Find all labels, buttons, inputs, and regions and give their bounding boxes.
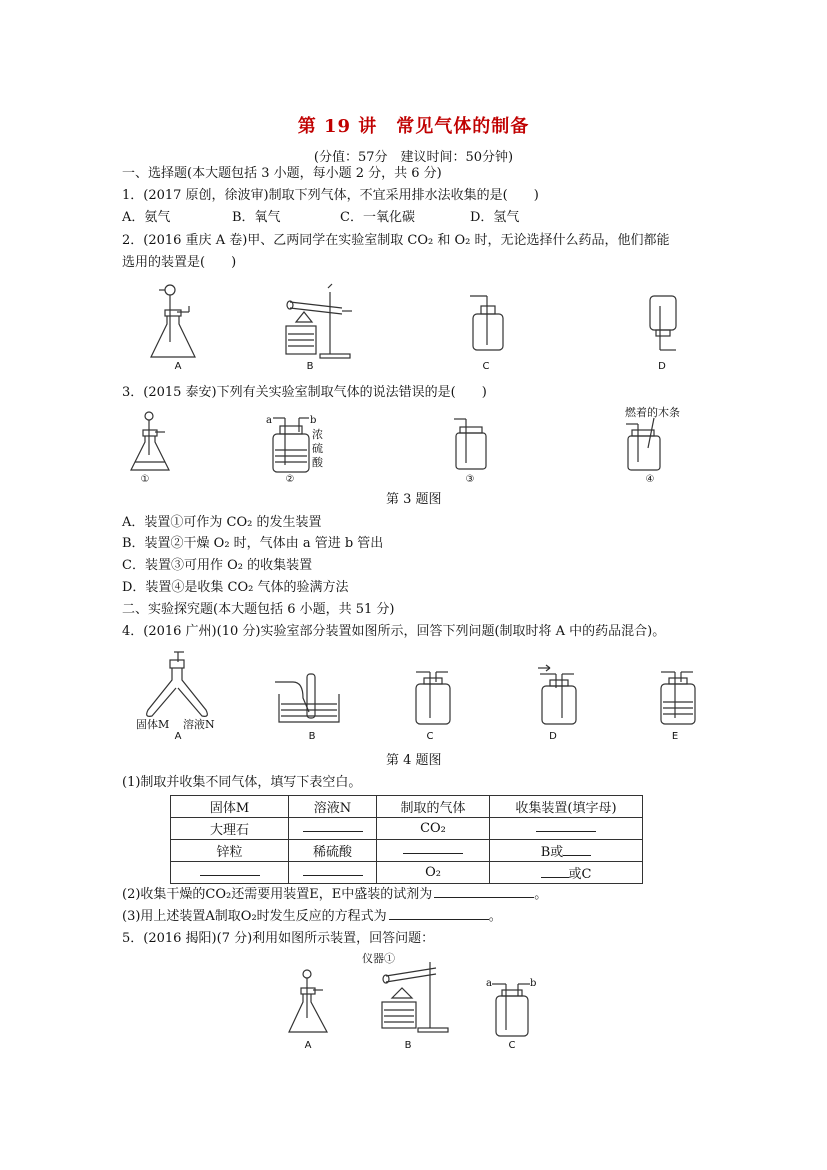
table-header-cell: 收集装置(填字母) xyxy=(490,796,643,818)
q2-label-d: D xyxy=(658,361,666,372)
q2-label-a: A xyxy=(174,361,182,372)
q2-label-c: C xyxy=(482,361,490,372)
page-title: 第 19 讲 常见气体的制备 xyxy=(297,116,530,137)
q5-bottle-figure xyxy=(490,982,540,1040)
table-header-cell: 固体M xyxy=(171,796,289,818)
q4-bottle-d-figure xyxy=(534,664,584,728)
q2-bottle-up-figure xyxy=(465,290,515,360)
section-2-heading: 二、实验探究题(本大题包括 6 小题，共 51 分) xyxy=(122,602,395,617)
q1-option-a: A．氨气 xyxy=(122,210,171,225)
page-subtitle: (分值：57分 建议时间：50分钟) xyxy=(313,150,514,165)
q3-label-4: ④ xyxy=(645,474,655,485)
q4-answer-table xyxy=(170,795,643,884)
q4-label-a: A xyxy=(174,731,182,742)
q3-stick-label: 燃着的木条 xyxy=(625,406,680,419)
section-1-heading: 一、选择题(本大题包括 3 小题，每小题 2 分，共 6 分) xyxy=(122,166,442,181)
table-cell-blank[interactable] xyxy=(377,840,490,862)
table-cell: 大理石 xyxy=(171,818,289,840)
q5-flask-figure xyxy=(285,968,335,1038)
q3-figure-1 xyxy=(125,410,185,475)
q4-water-trough-figure xyxy=(275,668,345,728)
q3-acid-label-3: 酸 xyxy=(312,456,323,469)
q3-label-1: ① xyxy=(140,474,150,485)
q3-option-d: D．装置④是收集 CO₂ 气体的验满方法 xyxy=(122,580,349,595)
q3-acid-label-2: 硫 xyxy=(312,442,323,455)
q5-heating-figure xyxy=(378,958,453,1038)
table-header-cell: 制取的气体 xyxy=(377,796,490,818)
q4-bottle-c-figure xyxy=(410,668,460,728)
q4-label-d: D xyxy=(549,731,557,742)
q4-label-e: E xyxy=(671,731,679,742)
table-cell: O₂ xyxy=(377,862,490,884)
q4-liquid-label: 溶液N xyxy=(183,718,215,731)
q3-label-b: b xyxy=(310,415,317,426)
q3-option-b: B．装置②干燥 O₂ 时，气体由 a 管进 b 管出 xyxy=(122,536,384,551)
q3-label-3: ③ xyxy=(465,474,475,485)
q3-option-a: A．装置①可作为 CO₂ 的发生装置 xyxy=(122,515,322,530)
table-cell-blank[interactable] xyxy=(289,862,377,884)
table-cell-blank[interactable] xyxy=(289,818,377,840)
q4-solid-label: 固体M xyxy=(136,718,170,731)
q4-caption: 第 4 题图 xyxy=(386,753,442,768)
q2-stem-line1: 2．(2016 重庆 A 卷)甲、乙两同学在实验室制取 CO₂ 和 O₂ 时，无论选择什么药品，他们都能 xyxy=(122,233,670,248)
q1-option-d: D．氢气 xyxy=(470,210,520,225)
q5-stem: 5．(2016 揭阳)(7 分)利用如图所示装置，回答问题： xyxy=(122,931,435,946)
table-row xyxy=(171,840,643,862)
q1-stem: 1．(2017 原创，徐波审)制取下列气体，不宜采用排水法收集的是( ) xyxy=(122,188,539,203)
q3-stem: 3．(2015 泰安)下列有关实验室制取气体的说法错误的是( ) xyxy=(122,385,487,400)
table-row xyxy=(171,862,643,884)
q4-y-tube-figure xyxy=(140,652,220,722)
table-cell: 稀硫酸 xyxy=(289,840,377,862)
q4-sub3-text: (3)用上述装置A制取O₂时发生反应的方程式为 xyxy=(122,909,387,924)
q4-stem: 4．(2016 广州)(10 分)实验室部分装置如图所示，回答下列问题(制取时将 A 中的药品混合)。 xyxy=(122,624,666,639)
q4-label-c: C xyxy=(426,731,434,742)
q5-label-b-tube: b xyxy=(530,978,537,989)
table-row xyxy=(171,796,643,818)
q4-sub2-blank[interactable] xyxy=(434,897,534,898)
q3-figure-4 xyxy=(620,418,680,476)
table-cell-mixed[interactable] xyxy=(490,862,643,884)
table-cell: CO₂ xyxy=(377,818,490,840)
q2-stem-line2: 选用的装置是( ) xyxy=(122,255,237,270)
q4-sub3: (3)用上述装置A制取O₂时发生反应的方程式为 。 xyxy=(122,909,502,924)
q1-option-c: C．一氧化碳 xyxy=(340,210,415,225)
q5-label-a: A xyxy=(304,1040,312,1051)
q4-sub3-blank[interactable] xyxy=(389,919,489,920)
table-cell-blank[interactable] xyxy=(490,818,643,840)
q1-option-b: B．氧气 xyxy=(232,210,281,225)
q4-label-b: B xyxy=(308,731,316,742)
table-row xyxy=(171,818,643,840)
q2-flask-funnel-figure xyxy=(145,282,215,362)
table-header-cell: 溶液N xyxy=(289,796,377,818)
q2-label-b: B xyxy=(306,361,314,372)
q3-figure-3 xyxy=(450,415,500,475)
q2-bottle-down-figure xyxy=(640,290,690,360)
q3-label-a: a xyxy=(266,415,272,426)
q4-sub2-text: (2)收集干燥的CO₂还需要用装置E，E中盛装的试剂为 xyxy=(122,887,433,902)
table-cell-text: 或C xyxy=(568,867,592,882)
table-cell: 锌粒 xyxy=(171,840,289,862)
q3-option-c: C．装置③可用作 O₂ 的收集装置 xyxy=(122,558,313,573)
q3-acid-label-1: 浓 xyxy=(312,428,323,441)
q3-label-2: ② xyxy=(285,474,295,485)
table-cell-text: B或 xyxy=(540,845,564,860)
q5-label-b: B xyxy=(404,1040,412,1051)
table-cell-blank[interactable] xyxy=(171,862,289,884)
q2-heating-tube-figure xyxy=(280,282,360,362)
q4-sub2: (2)收集干燥的CO₂还需要用装置E，E中盛装的试剂为 。 xyxy=(122,887,548,902)
q5-instrument-label: 仪器① xyxy=(362,952,395,965)
q4-bottle-e-figure xyxy=(655,668,705,728)
table-cell-mixed[interactable] xyxy=(490,840,643,862)
q3-caption: 第 3 题图 xyxy=(386,492,442,507)
q4-sub1: (1)制取并收集不同气体，填写下表空白。 xyxy=(122,775,362,790)
q5-label-a-tube: a xyxy=(486,978,492,989)
q5-label-c: C xyxy=(508,1040,516,1051)
